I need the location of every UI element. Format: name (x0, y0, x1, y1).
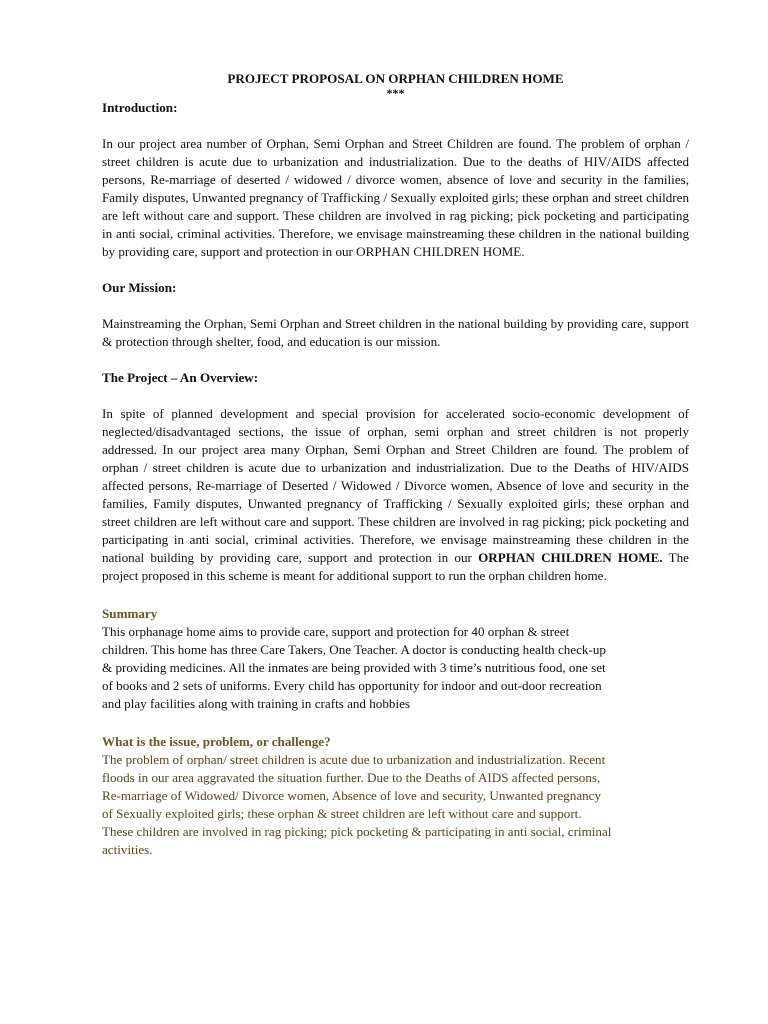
summary-line: & providing medicines. All the inmates are being provided with 3 time’s nutritious food, one set (102, 660, 606, 675)
document-title: PROJECT PROPOSAL ON ORPHAN CHILDREN HOME (227, 71, 564, 86)
mission-heading: Our Mission: (102, 280, 177, 295)
issue-line: of Sexually exploited girls; these orphan & street children are left without care and support. (102, 806, 582, 821)
summary-line: and play facilities along with training in crafts and hobbies (102, 696, 410, 711)
issue-line: activities. (102, 842, 153, 857)
title-ornament: *** (386, 86, 405, 100)
summary-heading: Summary (102, 606, 158, 621)
issue-line: These children are involved in rag picking; pick pocketing & participating in anti social, criminal (102, 824, 612, 839)
introduction-paragraph: In our project area number of Orphan, Semi Orphan and Street Children are found. The problem of orphan / street children is acute due to urbanization and industrialization. Due to the deaths of HIV/AIDS affected persons, Re-marriage of deserted / widowed / divorce women, absence of love and security in the families, Family disputes, Unwanted pregnancy of Trafficking / Sexually exploited girls; these orphan and street children are left without care and support. These children are involved in rag picking; pick pocketing and participating in anti social, criminal activities. Therefore, we envisage mainstreaming these children in the national building by providing care, support and protection in our ORPHAN CHILDREN HOME. (102, 136, 689, 259)
summary-line: This orphanage home aims to provide care, support and protection for 40 orphan & street (102, 624, 570, 639)
issue-line: floods in our area aggravated the situation further. Due to the Deaths of AIDS affected persons, (102, 770, 601, 785)
summary-paragraph (102, 623, 689, 713)
issue-paragraph (102, 751, 689, 859)
overview-text-part-2: The project proposed in this scheme is meant for additional support to run the orphan children home. (102, 550, 689, 583)
mission-paragraph: Mainstreaming the Orphan, Semi Orphan and Street children in the national building by providing care, support & protection through shelter, food, and education is our mission. (102, 316, 689, 349)
summary-line: children. This home has three Care Takers, One Teacher. A doctor is conducting health check-up (102, 642, 606, 657)
summary-line: of books and 2 sets of uniforms. Every child has opportunity for indoor and out-door recreation (102, 678, 602, 693)
overview-bold-name: ORPHAN CHILDREN HOME. (478, 550, 663, 565)
document-page (102, 70, 689, 859)
introduction-heading: Introduction: (102, 100, 178, 115)
overview-text-part-1: In spite of planned development and special provision for accelerated socio-economic development of neglected/disadvantaged sections, the issue of orphan, semi orphan and street children is not properly addressed. In our project area many Orphan, Semi Orphan and Street Children are found. The problem of orphan / street children is acute due to urbanization and industrialization. Due to the Deaths of HIV/AIDS affected persons, Re-marriage of Deserted / Widowed / Divorce women, Absence of love and security in the families, Family disputes, Unwanted pregnancy of Trafficking / Sexually exploited girls; these orphan and street children are left without care and support. These children are involved in rag picking; pick pocketing and participating in anti social, criminal activities. Therefore, we envisage mainstreaming these children in the national building by providing care, support and protection in our (102, 406, 689, 565)
issue-line: Re-marriage of Widowed/ Divorce women, Absence of love and security, Unwanted pregnancy (102, 788, 602, 803)
issue-heading: What is the issue, problem, or challenge? (102, 734, 331, 749)
overview-paragraph (102, 405, 689, 585)
issue-line: The problem of orphan/ street children is acute due to urbanization and industrialization. Recent (102, 752, 606, 767)
overview-heading: The Project – An Overview: (102, 370, 259, 385)
